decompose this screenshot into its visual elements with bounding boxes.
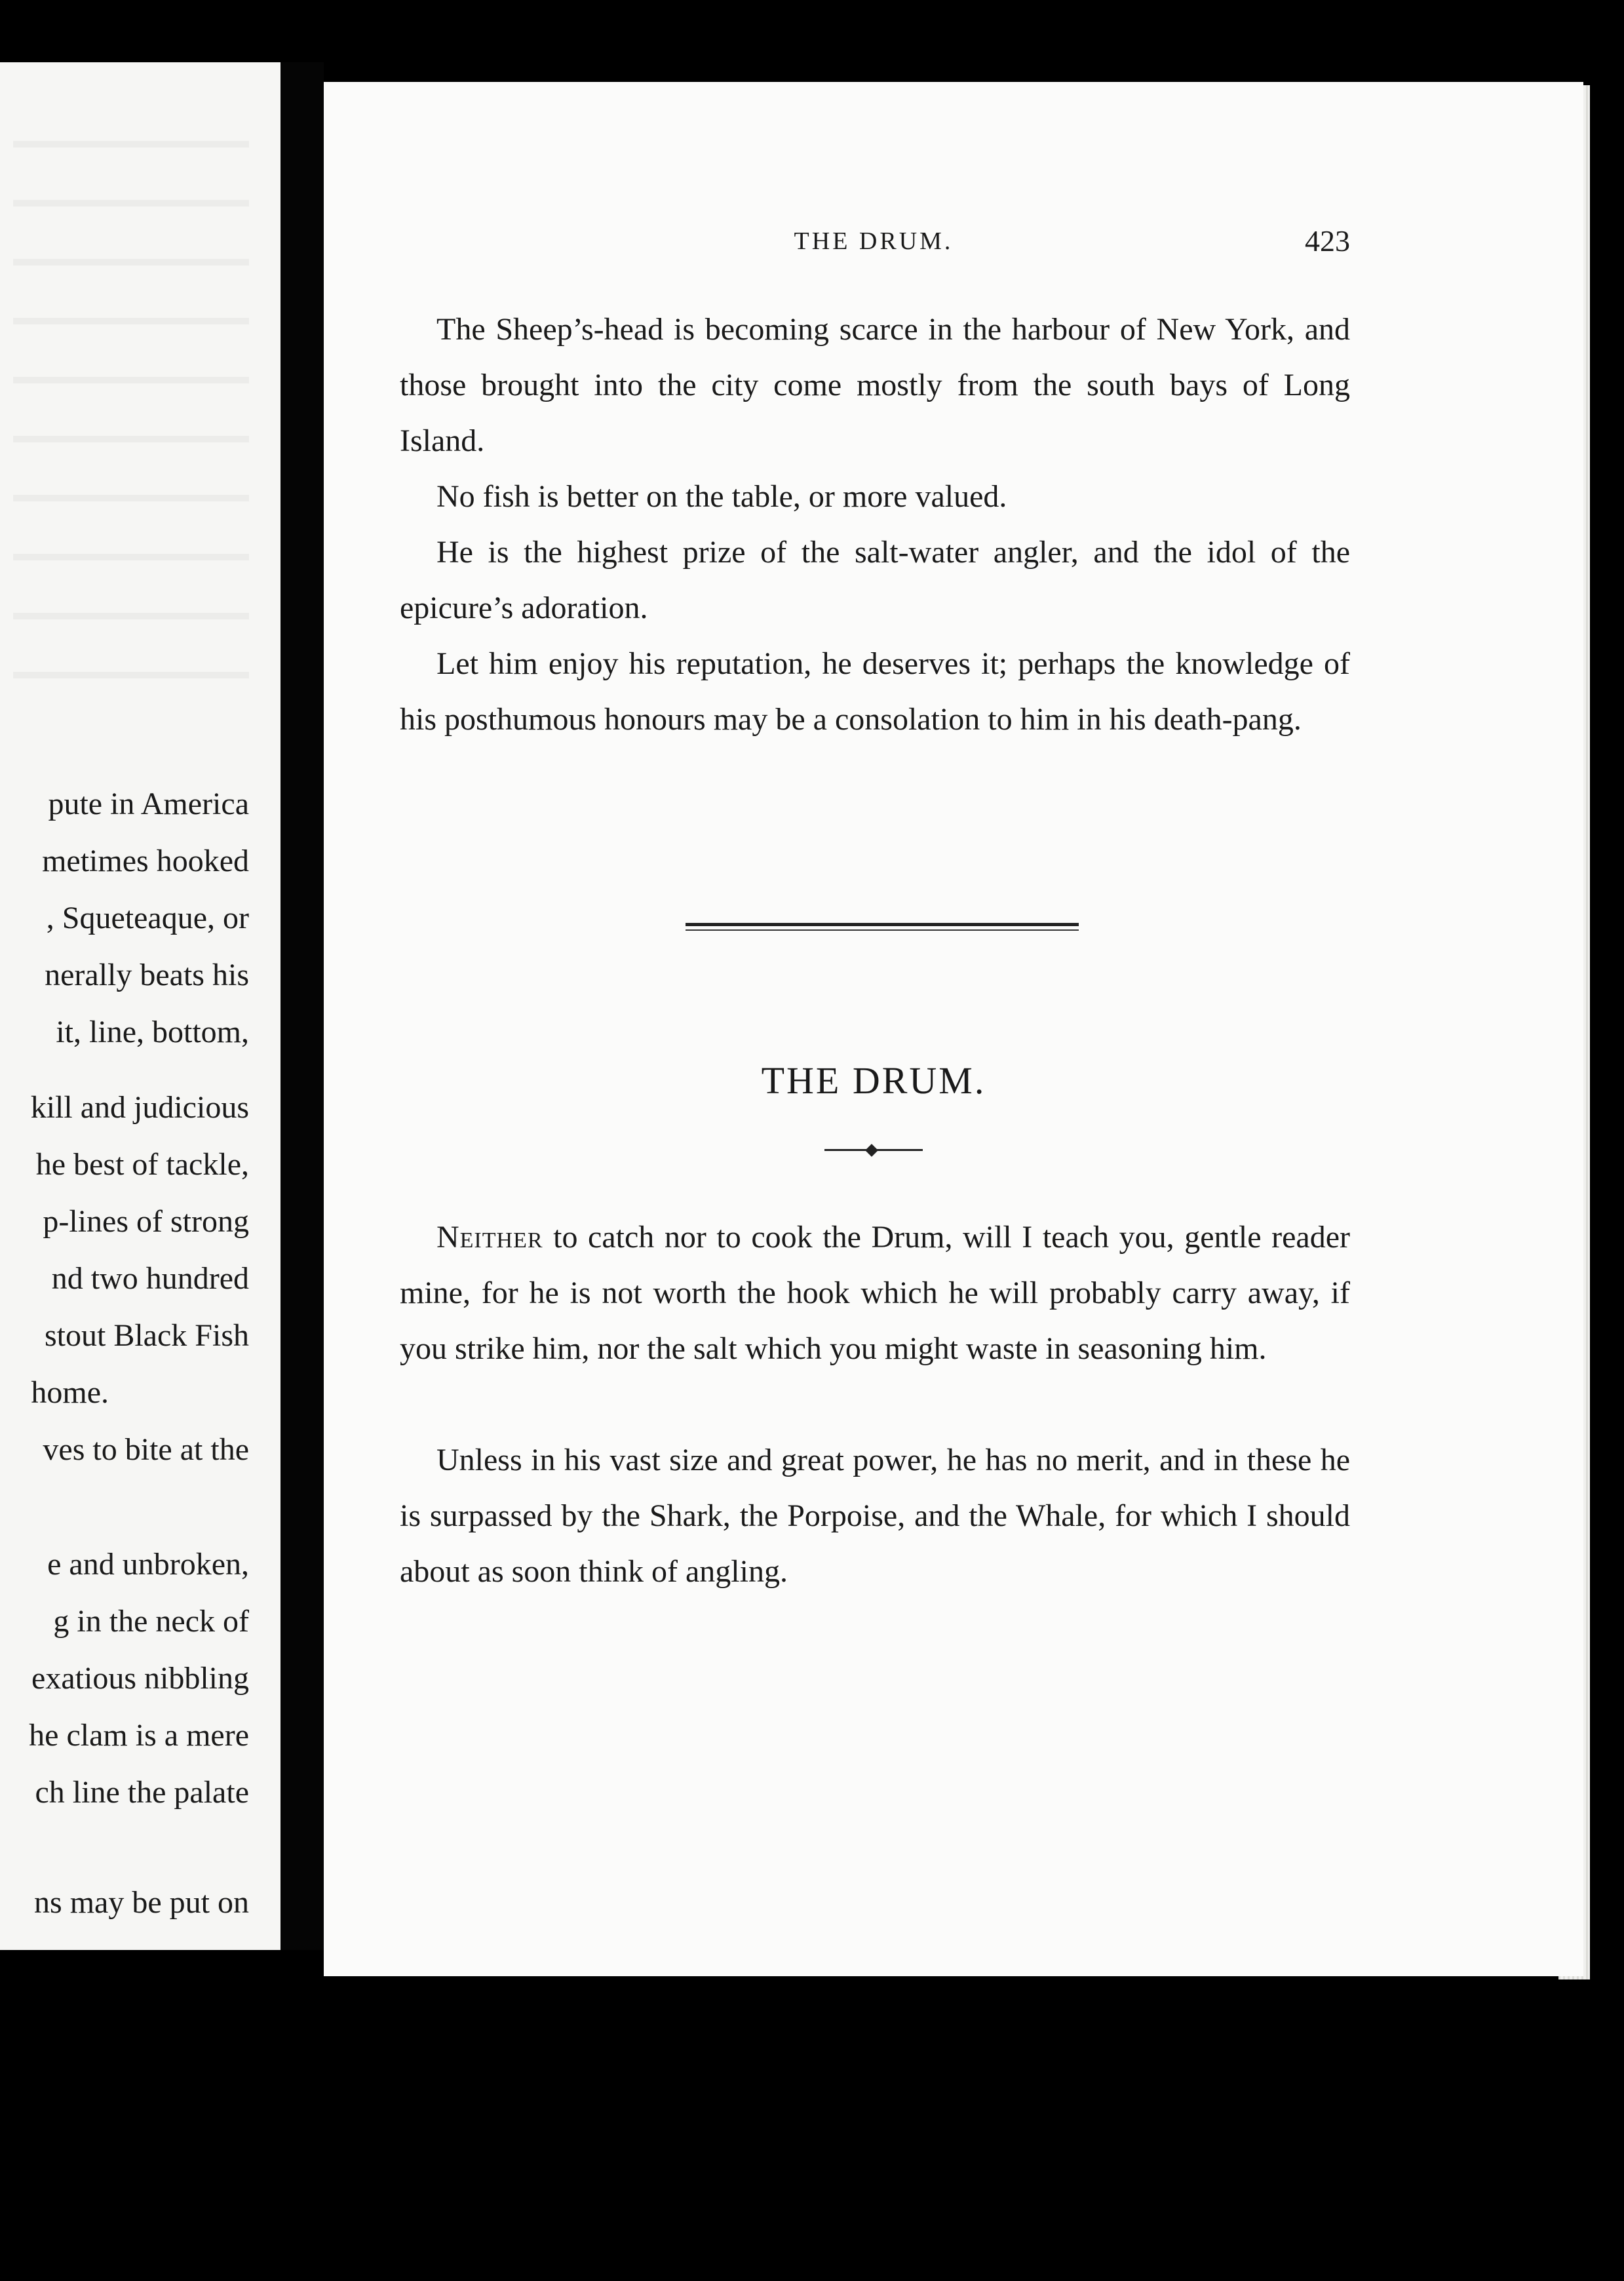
left-text-fragment: he clam is a mere <box>29 1718 249 1753</box>
faded-text-line <box>13 141 249 147</box>
left-text-fragment: e and unbroken, <box>47 1547 249 1582</box>
faded-text-line <box>13 554 249 560</box>
right-page <box>324 82 1583 1976</box>
left-text-fragment: exatious nibbling <box>31 1661 249 1696</box>
left-text-fragment: metimes hooked <box>42 844 249 878</box>
left-text-fragment: ns may be put on <box>34 1885 249 1920</box>
rule-thick-line <box>686 923 1079 926</box>
left-text-fragment: nd two hundred <box>51 1261 249 1296</box>
faded-text-line <box>13 672 249 678</box>
running-head: THE DRUM. <box>794 227 954 255</box>
left-text-fragment: pute in America <box>48 787 249 821</box>
paragraph: Unless in his vast size and great power, he has no merit, and in these he is surpassed by the Shark, the Porpoise, and the Whale, for which I should about as soon think of angling. <box>400 1443 1350 1589</box>
left-text-fragment: home. <box>31 1375 109 1410</box>
left-text-fragment: g in the neck of <box>53 1604 249 1639</box>
faded-text-line <box>13 613 249 619</box>
faded-text-line <box>13 436 249 442</box>
left-text-fragment: it, line, bottom, <box>56 1015 249 1049</box>
paragraph-text: to catch nor to cook the Drum, will I teach you, gentle reader mine, for he is not worth the hook which he will probably carry away, if you strike him, nor the salt which you might waste in seasoning him. <box>400 1220 1350 1366</box>
rule-thin-line <box>686 929 1079 931</box>
paragraph: No fish is better on the table, or more valued. <box>436 479 1007 514</box>
left-text-fragment: kill and judicious <box>30 1090 249 1125</box>
paragraph-text: The Sheep’s-head is becoming scarce in the harbour of New York, and those brought into the city come mostly from the south bays of Long Island. <box>400 312 1350 458</box>
paragraph <box>400 302 1350 469</box>
section-divider-rule <box>686 923 1079 933</box>
faded-text-line <box>13 200 249 206</box>
left-text-fragment: ves to bite at the <box>43 1432 249 1467</box>
paragraph: He is the highest prize of the salt-water angler, and the idol of the epicure’s adoration. <box>400 535 1350 625</box>
title-ornament <box>824 1144 923 1157</box>
paragraph <box>400 1209 1350 1376</box>
drop-word: Neither <box>436 1220 543 1255</box>
left-facing-page <box>0 62 280 1950</box>
diamond-icon <box>865 1144 878 1157</box>
left-text-fragment: p-lines of strong <box>43 1204 249 1239</box>
page-number: 423 <box>1305 224 1350 258</box>
left-text-fragment: he best of tackle, <box>35 1147 249 1182</box>
left-text-fragment: , Squeteaque, or <box>46 901 249 935</box>
section-title: THE DRUM. <box>761 1059 986 1102</box>
left-text-fragment: nerally beats his <box>45 958 249 992</box>
faded-text-line <box>13 259 249 265</box>
book-gutter <box>280 62 324 1950</box>
faded-text-line <box>13 377 249 383</box>
faded-text-line <box>13 318 249 324</box>
faded-text-line <box>13 495 249 501</box>
left-text-fragment: ch line the palate <box>35 1775 249 1810</box>
paragraph: Let him enjoy his reputation, he deserves it; perhaps the knowledge of his posthumous honours may be a consolation to him in his death-pang. <box>400 646 1350 737</box>
left-text-fragment: stout Black Fish <box>44 1318 249 1353</box>
